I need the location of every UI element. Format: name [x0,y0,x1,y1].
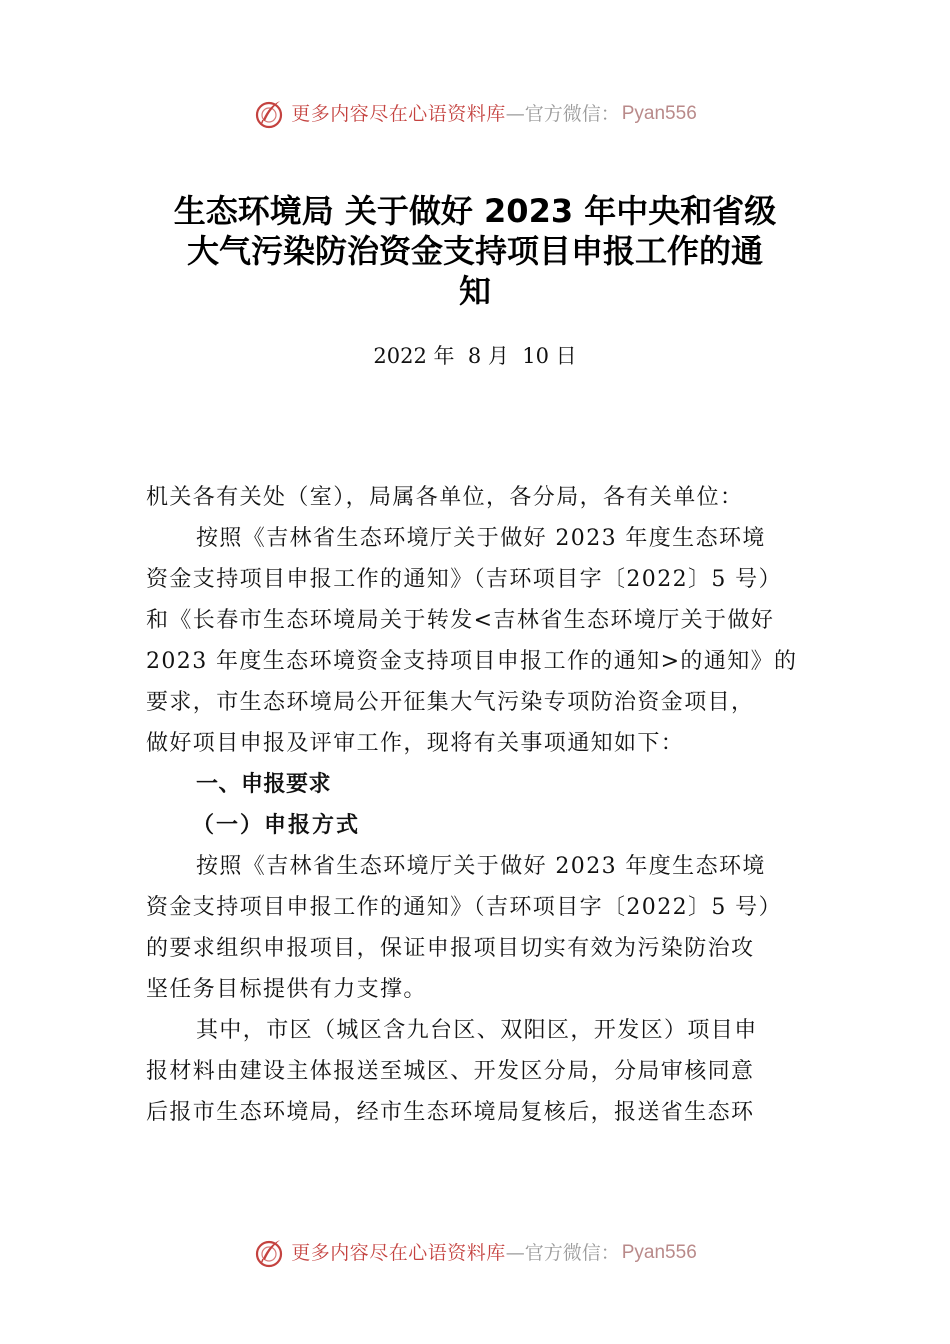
paragraph-line: 报材料由建设主体报送至城区、开发区分局，分局审核同意 [146,1059,755,1084]
quill-logo-icon [253,98,285,130]
paragraph-line: 做好项目申报及评审工作，现将有关事项通知如下： [146,731,685,756]
paragraph-line: 其中，市区（城区含九台区、双阳区，开发区）项目申 [196,1018,758,1043]
watermark-wechat-label: —官方微信： [505,1242,620,1264]
watermark-brand-text: 更多内容尽在心语资料库 [291,103,506,125]
document-title [120,191,830,311]
watermark-wechat-id: Pyan556 [621,1242,697,1263]
watermark-footer [0,1237,950,1269]
paragraph-line: 后报市生态环境局，经市生态环境局复核后，报送省生态环 [146,1100,755,1125]
paragraph-line: 资金支持项目申报工作的通知》（吉环项目字〔2022〕5 号） [146,895,782,920]
quill-logo-icon [253,1237,285,1269]
paragraph-line: 的要求组织申报项目，保证申报项目切实有效为污染防治攻 [146,936,755,961]
watermark-header [0,98,950,130]
paragraph-line: 2023 年度生态环境资金支持项目申报工作的通知>的通知》的 [146,649,798,674]
title-line: 生态环境局 关于做好 2023 年中央和省级 [173,192,777,230]
paragraph-line: 按照《吉林省生态环境厅关于做好 2023 年度生态环境 [196,854,766,879]
paragraph-line: 要求，市生态环境局公开征集大气污染专项防治资金项目， [146,690,755,715]
paragraph-line: 和《长春市生态环境局关于转发<吉林省生态环境厅关于做好 [146,608,775,633]
watermark-wechat-id: Pyan556 [621,103,697,124]
paragraph-line: 资金支持项目申报工作的通知》（吉环项目字〔2022〕5 号） [146,567,782,592]
subsection-heading: （一）申报方式 [192,812,361,838]
document-date: 2022 年 8 月 10 日 [373,344,577,368]
paragraph-line: 按照《吉林省生态环境厅关于做好 2023 年度生态环境 [196,526,766,551]
title-line: 大气污染防治资金支持项目申报工作的通 [186,232,763,270]
watermark-wechat-label: —官方微信： [505,103,620,125]
document-body [146,477,836,1133]
title-line: 知 [458,272,491,310]
section-heading: 一、申报要求 [196,772,332,797]
paragraph-line: 坚任务目标提供有力支撑。 [146,977,427,1002]
watermark-brand-text: 更多内容尽在心语资料库 [291,1242,506,1264]
salutation-line: 机关各有关处（室），局属各单位，各分局，各有关单位： [146,485,744,510]
